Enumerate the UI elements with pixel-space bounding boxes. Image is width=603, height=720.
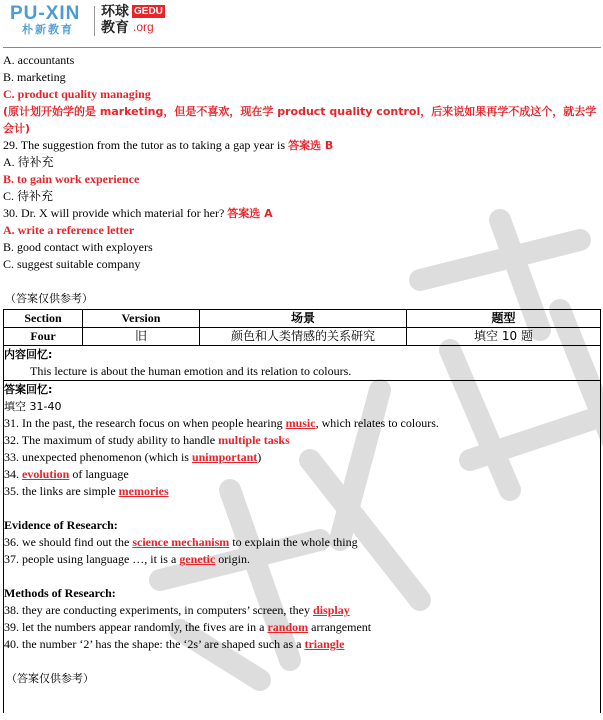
answer-blank: memories bbox=[118, 484, 169, 498]
answer-text: 40. the number ‘2’ has the shape: the ‘2s’ are shaped such as a bbox=[4, 637, 305, 651]
answer-range: 填空 31-40 bbox=[4, 400, 62, 413]
table-header-cell: Section bbox=[4, 310, 83, 328]
answer-item-38 bbox=[4, 602, 600, 619]
q29-answer-tag: 答案选 B bbox=[288, 139, 334, 152]
q30-option-b: B. good contact with exployers bbox=[3, 240, 153, 254]
answer-text: 33. unexpected phenomenon (which is bbox=[4, 450, 192, 464]
answer-text: of language bbox=[69, 467, 129, 481]
q30-option-a: A. write a reference letter bbox=[3, 223, 135, 237]
answer-recall-label: 答案回忆: bbox=[4, 383, 53, 396]
answer-item-37 bbox=[4, 551, 600, 568]
answer-blank: music bbox=[285, 416, 316, 430]
q28-option-a: A. accountants bbox=[3, 53, 75, 67]
q29-question-text: 29. The suggestion from the tutor as to taking a gap year is bbox=[3, 138, 286, 152]
q28-option-c: C. product quality managing bbox=[3, 87, 151, 101]
q30-question-text: 30. Dr. X will provide which material for her? bbox=[3, 206, 225, 220]
gedu-logo-cn-top: 环球 bbox=[101, 4, 129, 20]
gedu-logo-badge: GEDU bbox=[134, 6, 163, 17]
gedu-logo-cn-bottom: 教育 bbox=[101, 20, 129, 36]
answer-item-32 bbox=[4, 432, 600, 449]
answer-blank: genetic bbox=[179, 552, 216, 566]
evidence-heading: Evidence of Research: bbox=[4, 518, 118, 532]
answer-item-35 bbox=[4, 483, 600, 500]
methods-heading: Methods of Research: bbox=[4, 586, 116, 600]
table-cell: 旧 bbox=[83, 328, 200, 346]
answer-recall-box bbox=[3, 381, 601, 713]
answer-text: 32. The maximum of study ability to handle bbox=[4, 433, 219, 447]
content-recall-text: This lecture is about the human emotion and its relation to colours. bbox=[30, 364, 352, 378]
answer-blank: triangle bbox=[304, 637, 345, 651]
q29-option-a: A. 待补充 bbox=[3, 155, 54, 169]
q29-option-b: B. to gain work experience bbox=[3, 172, 140, 186]
answer-blank: multiple tasks bbox=[218, 433, 290, 447]
answer-item-39 bbox=[4, 619, 600, 636]
puxin-logo-subtext: 朴新教育 bbox=[22, 24, 74, 36]
answer-text: 39. let the numbers appear randomly, the fives are in a bbox=[4, 620, 268, 634]
page-header bbox=[0, 0, 603, 48]
table-header-row bbox=[4, 310, 601, 328]
content-recall-label: 内容回忆: bbox=[4, 348, 53, 361]
answer-text: 36. we should find out the bbox=[4, 535, 133, 549]
logo-divider bbox=[94, 6, 95, 36]
answer-blank: evolution bbox=[22, 467, 70, 481]
gedu-logo-org: .org bbox=[133, 20, 154, 34]
table-cell: 填空 10 题 bbox=[407, 328, 601, 346]
q30-question bbox=[3, 205, 601, 222]
answer-text: 34. bbox=[4, 467, 22, 481]
q28-option-b: B. marketing bbox=[3, 70, 66, 84]
document-body bbox=[3, 52, 601, 713]
answer-text: ) bbox=[257, 450, 262, 464]
q30-option-c: C. suggest suitable company bbox=[3, 257, 141, 271]
answer-text: origin. bbox=[215, 552, 250, 566]
section-info-table bbox=[3, 309, 601, 346]
answer-text: 37. people using language …, it is a bbox=[4, 552, 180, 566]
q30-answer-tag: 答案选 A bbox=[227, 207, 273, 220]
answer-text: arrangement bbox=[308, 620, 372, 634]
footer-disclaimer: （答案仅供参考） bbox=[6, 672, 94, 685]
table-cell: 颜色和人类情感的关系研究 bbox=[200, 328, 407, 346]
header-rule bbox=[3, 47, 601, 48]
table-header-cell: 场景 bbox=[200, 310, 407, 328]
q28-note: (原计划开始学的是 marketing，但是不喜欢，现在学 product quality control，后来说如果再学不成这个，就去学会计) bbox=[3, 105, 597, 135]
gedu-logo bbox=[101, 4, 161, 36]
disclaimer: （答案仅供参考） bbox=[5, 292, 93, 305]
answer-text: , which relates to colours. bbox=[315, 416, 439, 430]
answer-text: 35. the links are simple bbox=[4, 484, 119, 498]
answer-item-36 bbox=[4, 534, 600, 551]
table-header-cell: Version bbox=[83, 310, 200, 328]
answer-text: to explain the whole thing bbox=[229, 535, 358, 549]
q29-question bbox=[3, 137, 601, 154]
puxin-logo bbox=[10, 4, 80, 37]
answer-text: 31. In the past, the research focus on when people hearing bbox=[4, 416, 286, 430]
puxin-logo-text: PU-XIN bbox=[10, 3, 81, 24]
table-cell: Four bbox=[4, 328, 83, 346]
content-recall-box bbox=[3, 346, 601, 381]
answer-text: 38. they are conducting experiments, in computers’ screen, they bbox=[4, 603, 314, 617]
answer-blank: science mechanism bbox=[132, 535, 230, 549]
answer-item-33 bbox=[4, 449, 600, 466]
answer-blank: random bbox=[267, 620, 309, 634]
answer-item-31 bbox=[4, 415, 600, 432]
table-row bbox=[4, 328, 601, 346]
answer-item-40 bbox=[4, 636, 600, 653]
answer-blank: display bbox=[313, 603, 350, 617]
answer-item-34 bbox=[4, 466, 600, 483]
answer-blank: unimportant bbox=[191, 450, 258, 464]
table-header-cell: 题型 bbox=[407, 310, 601, 328]
q29-option-c: C. 待补充 bbox=[3, 189, 54, 203]
